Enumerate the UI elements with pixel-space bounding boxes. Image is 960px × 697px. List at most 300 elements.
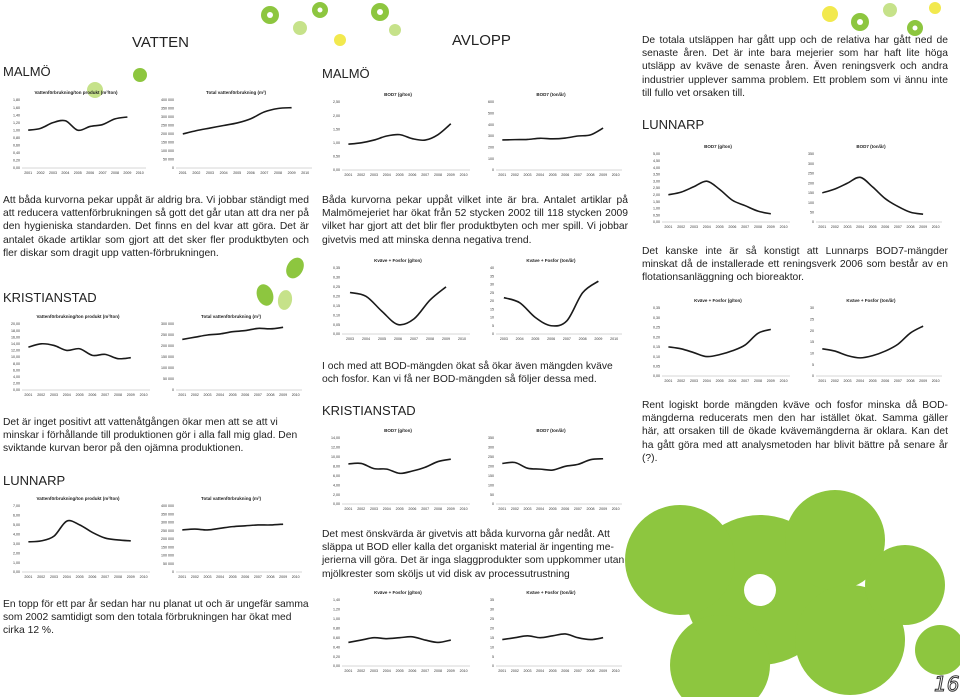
x-tick-label: 2004 <box>515 337 524 341</box>
y-tick-label: 10 <box>490 645 494 650</box>
y-tick-label: 2,50 <box>333 100 340 105</box>
vatten-kristianstad-text: Det är inget positivt att vattenåtgången ökar men att se att vi minskar i förhållande till produktionen gör i alla fall mig glad. Den sviktande kurvan beror på den ojämna produktionen. <box>3 417 298 455</box>
x-tick-label: 2004 <box>382 507 391 511</box>
y-tick-label: 350 <box>808 152 814 157</box>
x-tick-label: 2001 <box>664 379 673 383</box>
x-tick-label: 2003 <box>370 507 378 511</box>
y-tick-label: 0,10 <box>653 354 660 359</box>
x-tick-label: 2002 <box>677 379 686 383</box>
x-tick-label: 2010 <box>611 507 620 511</box>
x-tick-label: 2003 <box>690 379 698 383</box>
series-line <box>668 329 770 356</box>
x-tick-label: 2003 <box>370 173 378 177</box>
x-tick-label: 2010 <box>459 669 468 673</box>
y-tick-label: 6,00 <box>13 513 20 518</box>
x-tick-label: 2009 <box>919 225 928 229</box>
x-tick-label: 2003 <box>690 225 698 229</box>
lunnarp-label: LUNNARP <box>3 473 66 488</box>
large-flower-icon <box>625 490 960 697</box>
x-tick-label: 2006 <box>241 393 250 397</box>
y-tick-label: 200 000 <box>161 132 174 137</box>
x-tick-label: 2002 <box>357 173 366 177</box>
y-tick-label: 30 <box>810 306 814 311</box>
y-tick-label: 2,00 <box>333 113 340 118</box>
chart-title: Total vattenförbrukning (m³) <box>201 496 261 501</box>
chart-svg <box>2 86 150 178</box>
x-tick-label: 2005 <box>548 669 557 673</box>
x-tick-label: 2003 <box>370 669 378 673</box>
x-tick-label: 2004 <box>536 669 545 673</box>
chart-svg <box>476 254 626 344</box>
chart-title: BOD7 (ton/år) <box>856 144 886 149</box>
y-tick-label: 0,35 <box>653 306 660 311</box>
chart-title: BOD7 (g/ton) <box>384 92 412 97</box>
y-tick-label: 1,50 <box>653 199 660 204</box>
x-tick-label: 2001 <box>178 171 187 175</box>
x-tick-label: 2008 <box>434 507 442 511</box>
x-tick-label: 2006 <box>88 393 97 397</box>
y-tick-label: 0,60 <box>333 635 340 640</box>
x-tick-label: 2007 <box>741 225 750 229</box>
x-tick-label: 2004 <box>856 379 865 383</box>
y-tick-label: 0 <box>812 220 814 225</box>
series-line <box>28 117 127 130</box>
x-tick-label: 2007 <box>253 575 262 579</box>
x-tick-label: 2001 <box>664 225 673 229</box>
series-line <box>502 128 603 140</box>
series-line <box>348 124 450 144</box>
y-tick-label: 1,80 <box>13 98 20 103</box>
y-tick-label: 35 <box>490 274 494 279</box>
y-tick-label: 10,00 <box>11 355 20 360</box>
y-tick-label: 300 <box>488 445 494 450</box>
chart-title: BOD7 (ton/år) <box>536 428 566 433</box>
x-tick-label: 2007 <box>260 171 269 175</box>
y-tick-label: 1,40 <box>333 598 340 603</box>
x-tick-label: 2002 <box>357 669 366 673</box>
y-tick-label: 30 <box>490 282 494 287</box>
y-tick-label: 4,00 <box>653 165 660 170</box>
chart-np-total-malmo <box>476 254 626 344</box>
x-tick-label: 2009 <box>766 225 775 229</box>
x-tick-label: 2004 <box>62 393 71 397</box>
y-tick-label: 25 <box>490 617 494 622</box>
x-tick-label: 2010 <box>291 575 300 579</box>
y-tick-label: 0,80 <box>13 135 20 140</box>
y-tick-label: 0 <box>492 332 494 337</box>
y-tick-label: 300 <box>488 134 494 139</box>
y-tick-label: 350 000 <box>161 106 174 111</box>
y-tick-label: 15 <box>490 635 494 640</box>
y-tick-label: 5 <box>812 362 814 367</box>
y-tick-label: 8,00 <box>333 464 340 469</box>
y-tick-label: 6,00 <box>13 368 20 373</box>
x-tick-label: 2006 <box>561 173 570 177</box>
chart-svg <box>476 424 626 514</box>
y-tick-label: 5,00 <box>653 152 660 157</box>
x-tick-label: 2010 <box>139 393 148 397</box>
y-tick-label: 6,00 <box>333 473 340 478</box>
y-tick-label: 18,00 <box>11 328 20 333</box>
y-tick-label: 3,00 <box>653 179 660 184</box>
x-tick-label: 2010 <box>458 337 466 341</box>
x-tick-label: 2001 <box>24 575 33 579</box>
y-tick-label: 0,35 <box>333 266 340 271</box>
x-tick-label: 2006 <box>241 575 250 579</box>
y-tick-label: 100 000 <box>161 553 174 558</box>
x-tick-label: 2006 <box>881 225 890 229</box>
x-tick-label: 2007 <box>893 225 902 229</box>
x-tick-label: 2007 <box>421 669 430 673</box>
chart-title: BOD7 (g/ton) <box>704 144 732 149</box>
x-tick-label: 2003 <box>203 575 212 579</box>
y-tick-label: 10 <box>490 315 494 320</box>
y-tick-label: 0,00 <box>13 166 20 171</box>
chart-np-total-lunnarp <box>796 294 946 386</box>
x-tick-label: 2009 <box>123 171 132 175</box>
x-tick-label: 2003 <box>523 507 532 511</box>
chart-water-per-ton-kristianstad <box>2 310 154 400</box>
y-tick-label: 0,50 <box>333 154 340 159</box>
kristianstad-label: KRISTIANSTAD <box>3 290 97 305</box>
chart-water-per-ton-malmo <box>2 86 150 178</box>
chart-bod7-total-kristianstad <box>476 424 626 514</box>
y-tick-label: 12,00 <box>11 348 20 353</box>
avlopp-malmo-label: MALMÖ <box>322 66 370 81</box>
y-tick-label: 1,00 <box>333 141 340 145</box>
y-tick-label: 500 <box>488 111 494 116</box>
x-tick-label: 2003 <box>50 575 58 579</box>
x-tick-label: 2002 <box>510 173 519 177</box>
y-tick-label: 16,00 <box>11 335 20 340</box>
x-tick-label: 2008 <box>754 379 762 383</box>
y-tick-label: 2,00 <box>333 492 340 497</box>
chart-svg <box>322 88 474 180</box>
x-tick-label: 2003 <box>346 337 354 341</box>
avlopp-intro-text: De totala utsläppen har gått upp och de relativa har gått ned de senaste åren. Det är inte bara mejerier som har haft lite höga utsläpp av kväve de senaste åren. Även reningsverk och andra industrier upplever samma problem. Ett problem som vi ännu inte till fullo vet orsaken till. <box>642 35 948 99</box>
series-line <box>348 637 450 643</box>
x-tick-label: 2002 <box>830 225 839 229</box>
x-tick-label: 2005 <box>75 393 84 397</box>
chart-svg <box>642 294 794 386</box>
x-tick-label: 2009 <box>599 507 608 511</box>
y-tick-label: 400 000 <box>161 98 174 103</box>
x-tick-label: 2005 <box>548 173 557 177</box>
y-tick-label: 150 000 <box>161 545 174 550</box>
x-tick-label: 2002 <box>677 225 686 229</box>
x-tick-label: 2005 <box>531 337 540 341</box>
x-tick-label: 2005 <box>378 337 386 341</box>
avlopp-malmo-text: Båda kurvorna pekar uppåt vilket inte är bra. Antalet artiklar på Malmömejeriet har ökat från 52 stycken 2002 till 118 stycken 2009 vilket har gjort att det blir fler produktbyten och mer spill. Vi jobbar givetvis med att minska denna negativa trend. <box>322 195 628 246</box>
y-tick-label: 1,60 <box>13 105 20 110</box>
y-tick-label: 200 000 <box>161 537 174 542</box>
x-tick-label: 2006 <box>408 669 417 673</box>
x-tick-label: 2001 <box>498 669 507 673</box>
chart-svg <box>2 310 154 400</box>
y-tick-label: 10,00 <box>331 455 340 460</box>
y-tick-label: 50 000 <box>163 561 174 566</box>
y-tick-label: 0 <box>172 570 174 575</box>
chart-svg <box>642 140 794 232</box>
series-line <box>668 181 770 214</box>
y-tick-label: 4,00 <box>13 532 20 537</box>
y-tick-label: 100 <box>488 156 494 161</box>
x-tick-label: 2001 <box>818 379 827 383</box>
y-tick-label: 2,00 <box>653 193 660 197</box>
y-tick-label: 25 <box>810 317 814 322</box>
y-tick-label: 300 000 <box>161 520 174 525</box>
x-tick-label: 2006 <box>408 173 417 177</box>
chart-svg <box>156 310 306 400</box>
y-tick-label: 350 000 <box>161 512 174 517</box>
y-tick-label: 300 000 <box>161 322 174 327</box>
x-tick-label: 2010 <box>291 393 300 397</box>
y-tick-label: 0,00 <box>13 388 20 393</box>
x-tick-label: 2008 <box>114 575 122 579</box>
x-tick-label: 2006 <box>561 669 570 673</box>
x-tick-label: 2006 <box>246 171 255 175</box>
y-tick-label: 0,00 <box>653 374 660 379</box>
x-tick-label: 2008 <box>586 507 595 511</box>
chart-title: Kväve + Fosfor (ton/år) <box>526 258 576 263</box>
x-tick-label: 2002 <box>36 171 45 175</box>
x-tick-label: 2005 <box>233 171 242 175</box>
y-tick-label: 150 000 <box>161 140 174 145</box>
chart-title: Vattenförbrukning/ton produkt (m³/ton) <box>36 496 120 501</box>
y-tick-label: 0,25 <box>333 285 340 290</box>
x-tick-label: 2001 <box>818 225 827 229</box>
y-tick-label: 8,00 <box>13 361 20 366</box>
y-tick-label: 40 <box>490 266 494 271</box>
x-tick-label: 2007 <box>101 393 110 397</box>
x-tick-label: 2008 <box>266 575 275 579</box>
x-tick-label: 2010 <box>931 379 940 383</box>
series-line <box>822 177 923 214</box>
x-tick-label: 2005 <box>715 379 724 383</box>
y-tick-label: 200 000 <box>161 344 174 349</box>
x-tick-label: 2009 <box>446 669 455 673</box>
x-tick-label: 2006 <box>394 337 402 341</box>
x-tick-label: 2005 <box>395 507 404 511</box>
y-tick-label: 0,40 <box>13 151 20 156</box>
x-tick-label: 2006 <box>86 171 95 175</box>
x-tick-label: 2007 <box>253 393 262 397</box>
y-tick-label: 0 <box>492 168 494 173</box>
y-tick-label: 0 <box>172 388 174 393</box>
y-tick-label: 250 <box>808 171 814 176</box>
x-tick-label: 2006 <box>728 225 737 229</box>
x-tick-label: 2009 <box>279 575 288 579</box>
y-tick-label: 0 <box>812 374 814 379</box>
x-tick-label: 2004 <box>362 337 370 341</box>
y-tick-label: 0,25 <box>653 325 660 330</box>
x-tick-label: 2004 <box>536 507 545 511</box>
y-tick-label: 15 <box>490 307 494 312</box>
y-tick-label: 150 <box>488 473 494 478</box>
avlopp-kristianstad-text: Det mest önskvärda är givetvis att båda kurvorna går nedåt. Att släppa ut BOD eller kalla det organiskt material är ingenting me-jerierna vill göra. Det är inga slaggprodukter som uppkommer utan mjölkrester som sköljs ut vid disk av processutrustning <box>322 529 625 580</box>
x-tick-label: 2005 <box>395 173 404 177</box>
y-tick-label: 200 <box>808 181 814 186</box>
x-tick-label: 2006 <box>728 379 737 383</box>
x-tick-label: 2005 <box>548 507 557 511</box>
y-tick-label: 1,00 <box>653 206 660 211</box>
x-tick-label: 2008 <box>906 379 915 383</box>
x-tick-label: 2006 <box>408 507 417 511</box>
x-tick-label: 2009 <box>599 669 608 673</box>
x-tick-label: 2004 <box>536 173 545 177</box>
x-tick-label: 2004 <box>702 379 711 383</box>
x-tick-label: 2002 <box>510 669 519 673</box>
y-tick-label: 1,00 <box>333 617 340 622</box>
y-tick-label: 300 000 <box>161 115 174 120</box>
page-number: 16 <box>934 672 960 696</box>
y-tick-label: 5 <box>492 323 494 328</box>
x-tick-label: 2007 <box>741 379 750 383</box>
y-tick-label: 0,00 <box>333 332 340 337</box>
y-tick-label: 400 000 <box>161 504 174 509</box>
x-tick-label: 2002 <box>192 171 201 175</box>
x-tick-label: 2008 <box>274 171 282 175</box>
chart-title: Total vattenförbrukning (m³) <box>206 90 266 95</box>
vatten-malmo-text: Att båda kurvorna pekar uppåt är aldrig bra. Vi jobbar ständigt med att reducera vattenförbrukningen så gott det går utan att dra ner på den hygieniska standarden. Det finns en del kvar att göra. Det är antalet ökade artiklar som gjort att det sker fler produktbyten och fler diskar som dragit upp vatten-förbrukningen. <box>3 195 309 259</box>
x-tick-label: 2007 <box>410 337 418 341</box>
x-tick-label: 2007 <box>421 507 430 511</box>
chart-svg <box>476 586 626 676</box>
y-tick-label: 0,30 <box>333 275 340 280</box>
y-tick-label: 0,00 <box>653 220 660 225</box>
y-tick-label: 200 <box>488 145 494 150</box>
chart-svg <box>322 586 474 676</box>
y-tick-label: 3,00 <box>13 541 20 546</box>
x-tick-label: 2002 <box>510 507 519 511</box>
x-tick-label: 2007 <box>421 173 430 177</box>
x-tick-label: 2001 <box>498 173 507 177</box>
y-tick-label: 4,50 <box>653 159 660 163</box>
x-tick-label: 2004 <box>856 225 865 229</box>
x-tick-label: 2004 <box>382 669 391 673</box>
x-tick-label: 2001 <box>498 507 507 511</box>
x-tick-label: 2004 <box>216 575 225 579</box>
x-tick-label: 2001 <box>344 507 353 511</box>
series-line <box>28 344 130 359</box>
x-tick-label: 2005 <box>715 225 724 229</box>
x-tick-label: 2004 <box>382 173 391 177</box>
y-tick-label: 0 <box>492 664 494 669</box>
x-tick-label: 2009 <box>594 337 603 341</box>
series-line <box>822 326 923 358</box>
chart-svg <box>156 492 306 582</box>
x-tick-label: 2002 <box>357 507 366 511</box>
y-tick-label: 150 000 <box>161 355 174 360</box>
x-tick-label: 2009 <box>442 337 450 341</box>
x-tick-label: 2010 <box>301 171 310 175</box>
x-tick-label: 2006 <box>881 379 890 383</box>
x-tick-label: 2008 <box>434 173 442 177</box>
x-tick-label: 2006 <box>547 337 556 341</box>
series-line <box>348 459 450 473</box>
chart-bod7-per-ton-kristianstad <box>322 424 474 514</box>
x-tick-label: 2003 <box>843 225 852 229</box>
chart-total-water-malmo <box>156 86 316 178</box>
y-tick-label: 1,00 <box>13 128 20 133</box>
vatten-lunnarp-text: En topp för ett par år sedan har nu planat ut och är ungefär samma som 2002 samtidigt som den totala förbrukningen har ökat med cirka 12 %. <box>3 599 309 637</box>
y-tick-label: 2,00 <box>13 381 20 386</box>
y-tick-label: 1,20 <box>13 120 20 125</box>
y-tick-label: 0,00 <box>333 168 340 173</box>
x-tick-label: 2007 <box>893 379 902 383</box>
series-line <box>183 108 292 134</box>
y-tick-label: 2,50 <box>653 186 660 191</box>
y-tick-label: 0,05 <box>333 322 340 327</box>
x-tick-label: 2007 <box>573 507 582 511</box>
x-tick-label: 2008 <box>586 173 595 177</box>
x-tick-label: 2005 <box>75 575 84 579</box>
chart-title: Kväve + Fosfor (g/ton) <box>694 298 742 303</box>
chart-water-per-ton-lunnarp <box>2 492 154 582</box>
x-tick-label: 2001 <box>24 171 33 175</box>
series-line <box>182 327 283 339</box>
x-tick-label: 2010 <box>459 173 468 177</box>
y-tick-label: 1,50 <box>333 127 340 132</box>
y-tick-label: 20 <box>490 626 494 631</box>
x-tick-label: 2005 <box>228 393 237 397</box>
x-tick-label: 2008 <box>578 337 587 341</box>
x-tick-label: 2005 <box>228 575 237 579</box>
y-tick-label: 0,60 <box>13 143 20 148</box>
y-tick-label: 14,00 <box>331 436 340 441</box>
y-tick-label: 4,00 <box>333 483 340 488</box>
y-tick-label: 2,00 <box>13 551 20 556</box>
y-tick-label: 250 <box>488 455 494 460</box>
x-tick-label: 2009 <box>599 173 608 177</box>
y-tick-label: 100 <box>808 200 814 205</box>
x-tick-label: 2009 <box>126 393 135 397</box>
x-tick-label: 2008 <box>426 337 434 341</box>
y-tick-label: 10 <box>810 351 814 356</box>
y-tick-label: 0 <box>492 502 494 507</box>
x-tick-label: 2004 <box>216 393 225 397</box>
chart-np-per-ton-lunnarp <box>642 294 794 386</box>
x-tick-label: 2003 <box>523 669 532 673</box>
chart-svg <box>322 254 474 344</box>
y-tick-label: 50 <box>490 492 494 497</box>
y-tick-label: 100 000 <box>161 366 174 371</box>
x-tick-label: 2001 <box>178 393 187 397</box>
y-tick-label: 0,05 <box>653 364 660 369</box>
x-tick-label: 2008 <box>434 669 442 673</box>
y-tick-label: 0,15 <box>653 345 660 350</box>
chart-title: Kväve + Fosfor (g/ton) <box>374 258 422 263</box>
x-tick-label: 2007 <box>98 171 107 175</box>
x-tick-label: 2004 <box>62 575 71 579</box>
x-tick-label: 2010 <box>611 173 620 177</box>
avlopp-lunnarp-text: Det kanske inte är så konstigt att Lunnarps BOD7-mängder minskat då de installerade ett reningsverk 2006 som består av en flotationsanläggning och bioreaktor. <box>642 246 948 284</box>
y-tick-label: 0,00 <box>333 664 340 669</box>
chart-np-total-kristianstad <box>476 586 626 676</box>
y-tick-label: 20 <box>490 299 494 304</box>
y-tick-label: 5 <box>492 654 494 659</box>
x-tick-label: 2001 <box>344 173 353 177</box>
y-tick-label: 1,20 <box>333 607 340 612</box>
x-tick-label: 2010 <box>139 575 148 579</box>
x-tick-label: 2008 <box>906 225 915 229</box>
x-tick-label: 2009 <box>446 173 455 177</box>
y-tick-label: 200 <box>488 464 494 469</box>
chart-title: BOD7 (ton/år) <box>536 92 566 97</box>
y-tick-label: 15 <box>810 340 814 345</box>
chart-svg <box>476 88 626 180</box>
y-tick-label: 150 <box>808 191 814 196</box>
